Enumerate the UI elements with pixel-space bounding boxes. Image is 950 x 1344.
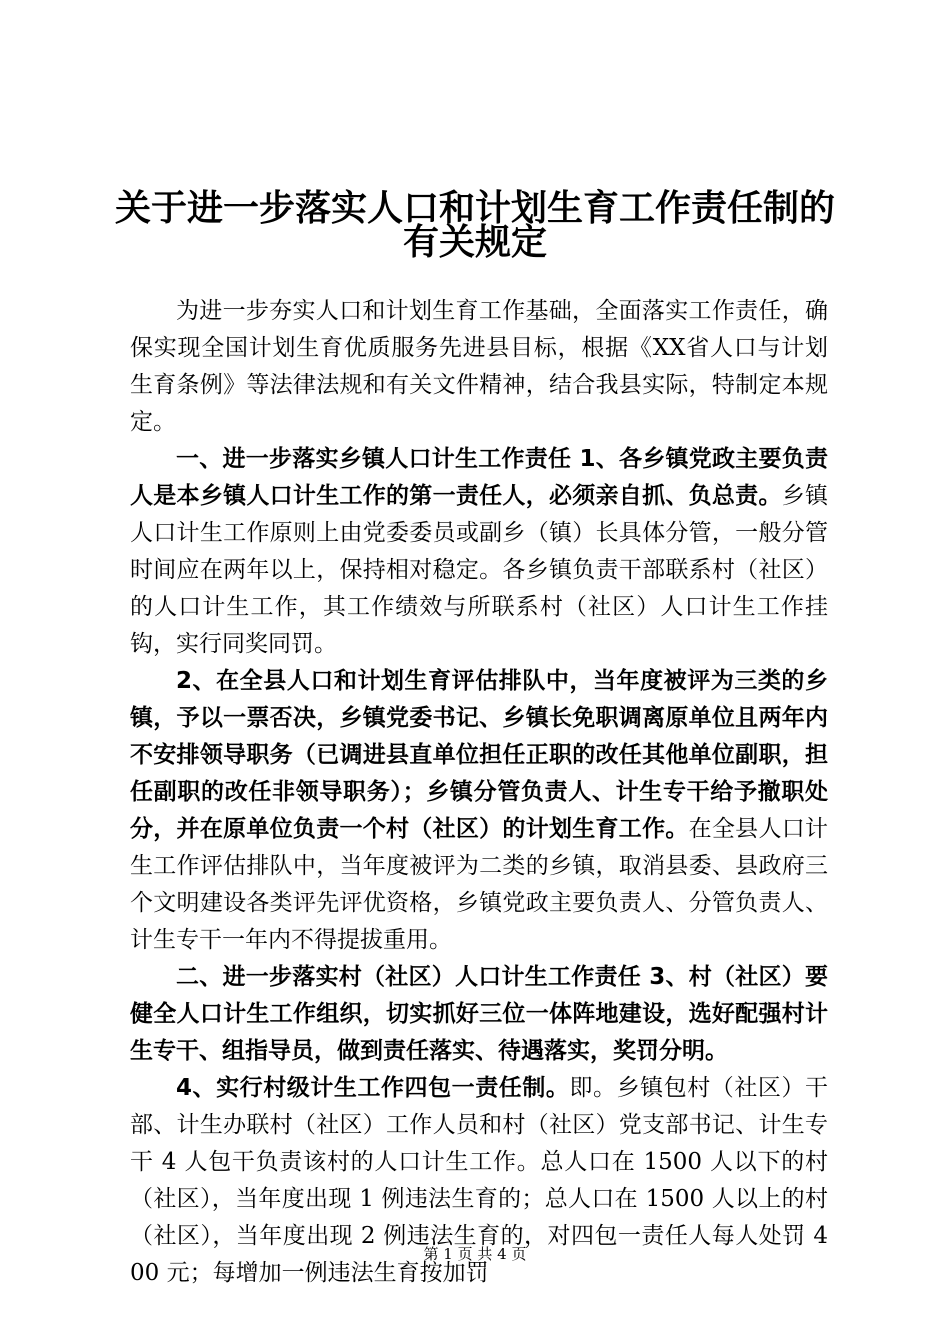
paragraph-lead: 4、实行村级计生工作四包一责任制。 bbox=[176, 1075, 570, 1101]
page-number-footer: 第 1 页 共 4 页 bbox=[423, 1245, 527, 1263]
paragraph-item-2 bbox=[130, 663, 828, 959]
paragraph-section-2 bbox=[130, 959, 828, 1070]
document-title-line-1: 关于进一步落实人口和计划生育工作责任制的 bbox=[114, 188, 835, 229]
paragraph-text: 为进一步夯实人口和计划生育工作基础，全面落实工作责任，确保实现全国计划生育优质服务先进县目标，根据《XX省人口与计划生育条例》等法律法规和有关文件精神，结合我县实际，特制定本规定。 bbox=[130, 298, 828, 435]
document-body bbox=[130, 293, 828, 1292]
paragraph-text: 即。乡镇包村（社区）干部、计生办联村（社区）工作人员和村（社区）党支部书记、计生专干 4 人包干负责该村的人口计生工作。总人口在 1500 人以下的村（社区），当年度出现 1 例违法生育的；总人口在 1500 人以上的村（社区），当年度出现 2 例违法生育的，对四包一责任人每人处罚 400 元；每增加一例违法生育按加罚 bbox=[130, 1075, 829, 1286]
paragraph-lead: 二、进一步落实村（社区）人口计生工作责任 3、村（社区）要健全人口计生工作组织，切实抓好三位一体阵地建设，选好配强村计生专干、组指导员，做到责任落实、待遇落实，奖罚分明。 bbox=[130, 964, 828, 1064]
paragraph-intro bbox=[130, 293, 828, 441]
paragraph-section-1 bbox=[130, 441, 828, 663]
paragraph-lead: 一、进一步落实乡镇人口计生工作责任 1、各乡镇党政主要负责人是本乡镇人口计生工作的第一责任人，必须亲自抓、负总责。 bbox=[130, 446, 828, 509]
paragraph-text: 乡镇人口计生工作原则上由党委委员或副乡（镇）长具体分管，一般分管时间应在两年以上，保持相对稳定。各乡镇负责干部联系村（社区）的人口计生工作，其工作绩效与所联系村（社区）人口计生工作挂钩，实行同奖同罚。 bbox=[130, 483, 829, 657]
document-title-line-2: 有关规定 bbox=[402, 222, 547, 263]
paragraph-text: 在全县人口计生工作评估排队中，当年度被评为二类的乡镇，取消县委、县政府三个文明建设各类评先评优资格，乡镇党政主要负责人、分管负责人、计生专干一年内不得提拔重用。 bbox=[130, 816, 829, 953]
paragraph-lead: 2、在全县人口和计划生育评估排队中，当年度被评为三类的乡镇，予以一票否决，乡镇党委书记、乡镇长免职调离原单位且两年内不安排领导职务（已调进县直单位担任正职的改任其他单位副职，担任副职的改任非领导职务）；乡镇分管负责人、计生专干给予撤职处分，并在原单位负责一个村（社区）的计划生育工作。 bbox=[130, 668, 828, 842]
